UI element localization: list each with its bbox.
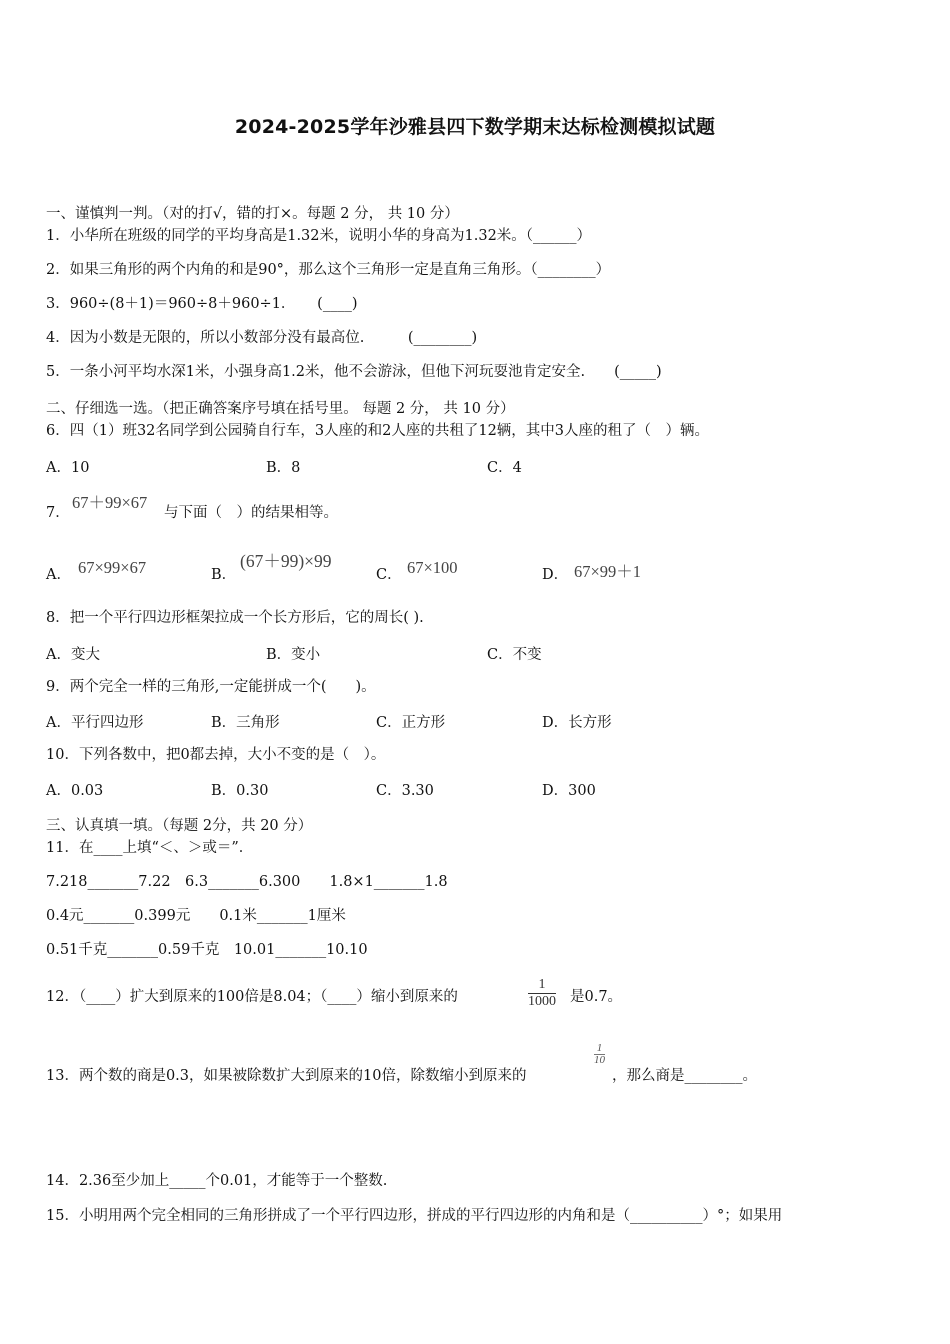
question-4: 4．因为小数是无限的，所以小数部分没有最高位. (________) (46, 330, 478, 346)
question-9: 9．两个完全一样的三角形,一定能拼成一个( )。 (46, 679, 376, 695)
section-3-heading: 三、认真填一填。（每题 2分，共 20 分） (46, 818, 313, 834)
q7-text: 与下面（ ）的结果相等。 (164, 505, 338, 521)
q11-row-3: 0.51千克_______0.59千克 10.01_______10.10 (46, 942, 368, 958)
q7-option-d-expr: 67×99＋1 (574, 562, 642, 581)
question-2: 2．如果三角形的两个内角的和是90°，那么这个三角形一定是直角三角形。（________） (46, 262, 611, 278)
q7-option-a-label: A． (46, 567, 71, 583)
q12-fraction-denominator: 1000 (528, 994, 556, 1009)
q11-row-2: 0.4元_______0.399元 0.1米_______1厘米 (46, 908, 346, 924)
question-5: 5．一条小河平均水深1米，小强身高1.2米，他不会游泳，但他下河玩耍池肯定安全. (_____) (46, 364, 662, 380)
q8-option-b: B．变小 (266, 647, 321, 663)
question-6: 6．四（1）班32名同学到公园骑自行车，3人座的和2人座的共租了12辆，其中3人座的租了（ ）辆。 (46, 423, 710, 439)
q9-option-c: C．正方形 (376, 715, 446, 731)
q10-option-c: C．3.30 (376, 783, 434, 799)
question-1: 1．小华所在班级的同学的平均身高是1.32米，说明小华的身高为1.32米。（______） (46, 228, 592, 244)
question-7-number: 7． (46, 505, 70, 521)
section-1-heading: 一、谨慎判一判。（对的打√，错的打×。每题 2 分， 共 10 分） (46, 206, 459, 222)
q7-option-c-expr: 67×100 (407, 558, 458, 577)
q6-option-a: A．10 (46, 460, 90, 476)
question-12-part-2: 是0.7。 (570, 989, 623, 1005)
q7-option-c-label: C． (376, 567, 402, 583)
q6-option-b: B．8 (266, 460, 301, 476)
q7-option-a-expr: 67×99×67 (78, 558, 147, 577)
question-15: 15．小明用两个完全相同的三角形拼成了一个平行四边形，拼成的平行四边形的内角和是（__________）°；如果用 (46, 1208, 783, 1224)
page-title: 2024-2025学年沙雅县四下数学期末达标检测模拟试题 (234, 116, 716, 138)
q8-option-a: A．变大 (46, 647, 100, 663)
q8-option-c: C．不变 (487, 647, 542, 663)
q10-option-d: D．300 (542, 783, 596, 799)
q7-option-d-label: D． (542, 567, 569, 583)
q9-option-b: B．三角形 (211, 715, 280, 731)
question-3: 3．960÷(8＋1)＝960÷8＋960÷1． (____) (46, 296, 358, 312)
section-2-heading: 二、仔细选一选。（把正确答案序号填在括号里。 每题 2 分， 共 10 分） (46, 401, 515, 417)
question-13-part-2: ，那么商是________。 (612, 1068, 757, 1084)
question-10: 10．下列各数中，把0都去掉，大小不变的是（ ）。 (46, 747, 386, 763)
question-11: 11．在____上填“＜、＞或＝”． (46, 840, 254, 856)
q13-fraction-numerator: 1 (594, 1043, 605, 1055)
question-8: 8．把一个平行四边形框架拉成一个长方形后，它的周长( ). (46, 610, 424, 626)
q11-row-1: 7.218_______7.22 6.3_______6.300 1.8×1_______1.8 (46, 874, 448, 890)
question-12-part-1: 12．（____）扩大到原来的100倍是8.04；（____）缩小到原来的 (46, 989, 458, 1005)
q7-option-b-expr: (67＋99)×99 (240, 551, 332, 571)
q10-option-a: A．0.03 (46, 783, 104, 799)
q9-option-d: D．长方形 (542, 715, 612, 731)
q12-fraction-numerator: 1 (528, 977, 556, 994)
q7-expression: 67＋99×67 (72, 493, 148, 512)
question-14: 14．2.36至少加上_____个0.01，才能等于一个整数. (46, 1173, 388, 1189)
q9-option-a: A．平行四边形 (46, 715, 144, 731)
q12-fraction (528, 977, 556, 1010)
q7-option-b-label: B． (211, 567, 237, 583)
question-13-part-1: 13．两个数的商是0.3，如果被除数扩大到原来的10倍，除数缩小到原来的 (46, 1068, 527, 1084)
q6-option-c: C．4 (487, 460, 522, 476)
q10-option-b: B．0.30 (211, 783, 269, 799)
q13-fraction-denominator: 10 (594, 1054, 605, 1066)
q13-fraction (594, 1043, 605, 1066)
